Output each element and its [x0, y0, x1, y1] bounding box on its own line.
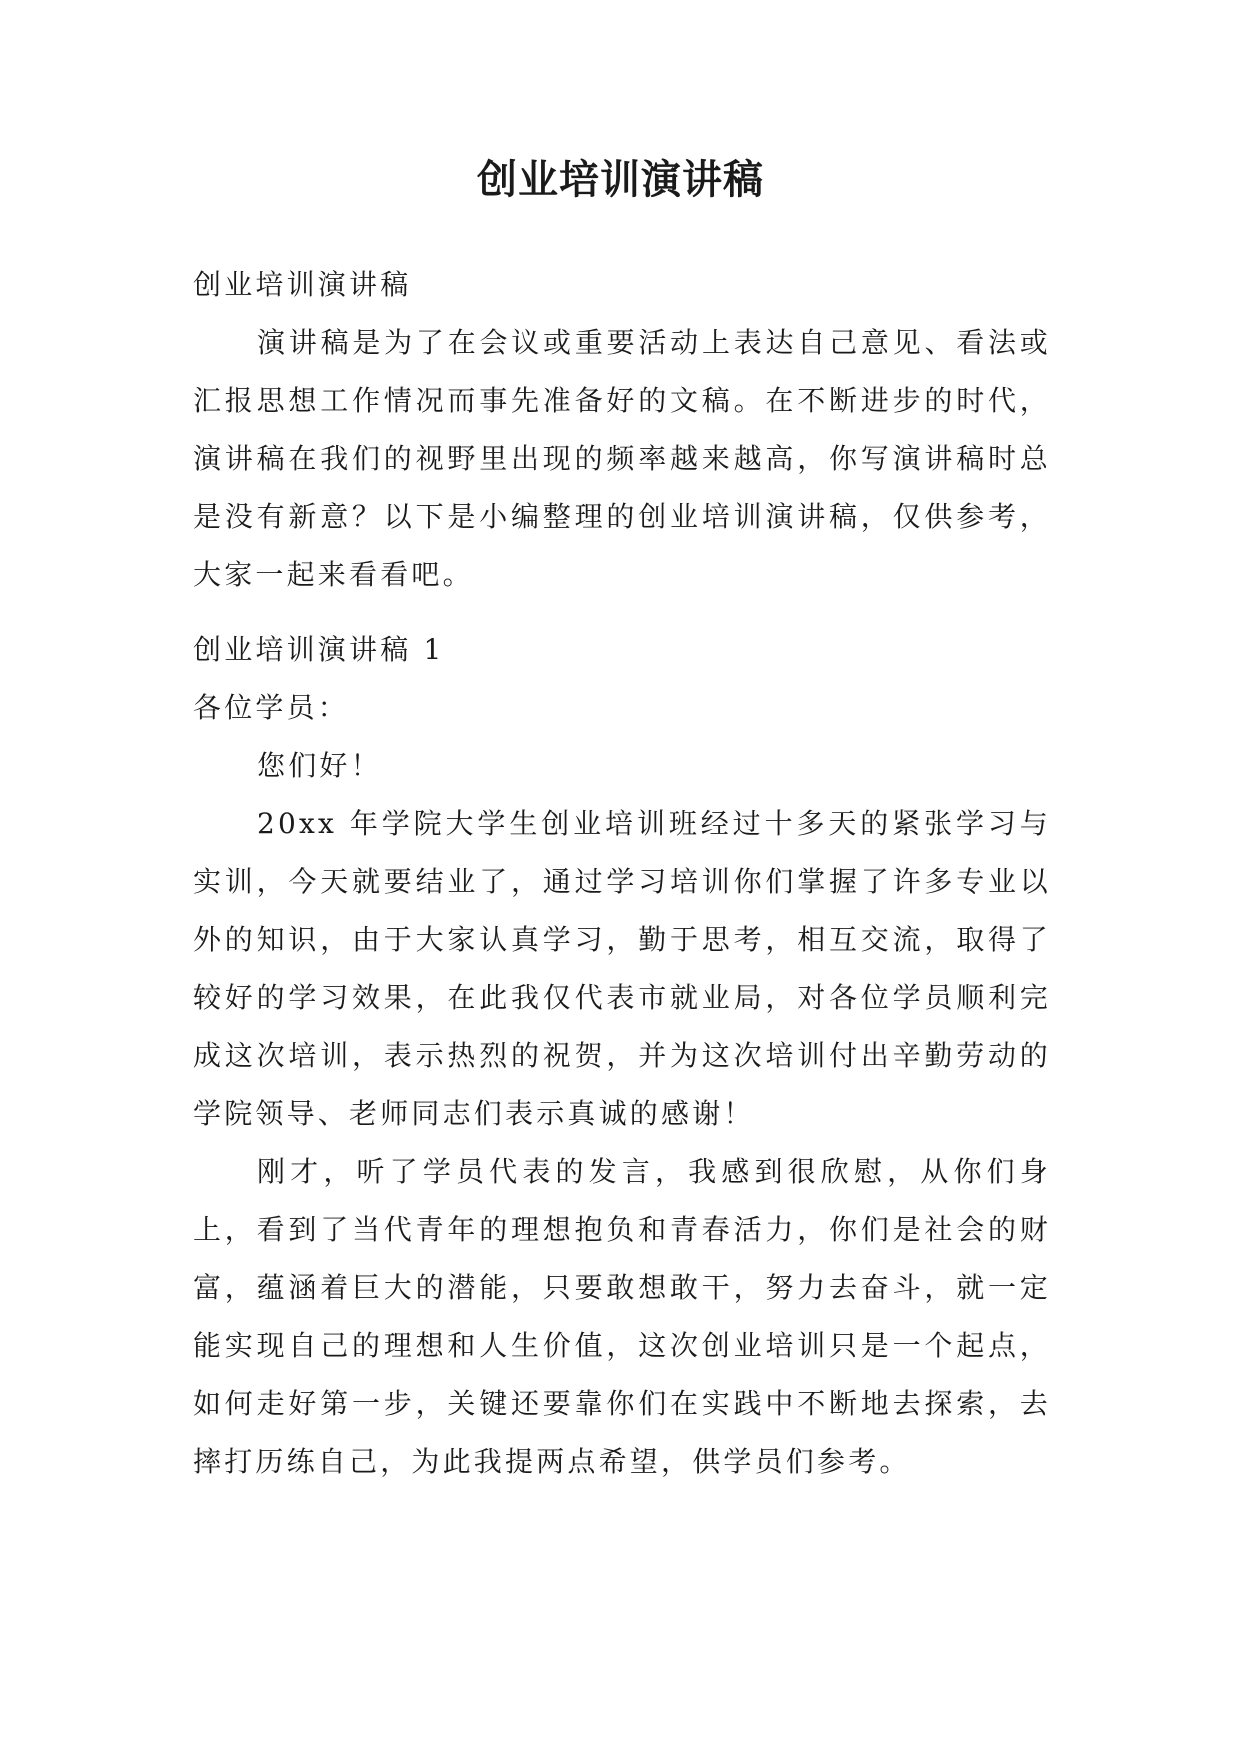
intro-paragraph: 演讲稿是为了在会议或重要活动上表达自己意见、看法或汇报思想工作情况而事先准备好的文稿。在不断进步的时代，演讲稿在我们的视野里出现的频率越来越高，你写演讲稿时总是没有新意？以下是小编整理的创业培训演讲稿，仅供参考，大家一起来看看吧。 [193, 326, 1051, 591]
section-1-paragraph-1: 20xx 年学院大学生创业培训班经过十多天的紧张学习与实训，今天就要结业了，通过学习培训你们掌握了许多专业以外的知识，由于大家认真学习，勤于思考，相互交流，取得了较好的学习效果，在此我仅代表市就业局，对各位学员顺利完成这次培训，表示热烈的祝贺，并为这次培训付出辛勤劳动的学院领导、老师同志们表示真诚的感谢！ [193, 807, 1051, 1130]
greeting: 您们好！ [257, 749, 382, 782]
section-1-paragraph-2: 刚才，听了学员代表的发言，我感到很欣慰，从你们身上，看到了当代青年的理想抱负和青春活力，你们是社会的财富，蕴涵着巨大的潜能，只要敢想敢干，努力去奋斗，就一定能实现自己的理想和人生价值，这次创业培训只是一个起点，如何走好第一步，关键还要靠你们在实践中不断地去探索，去摔打历练自己，为此我提两点希望，供学员们参考。 [193, 1155, 1051, 1478]
document-title: 创业培训演讲稿 [477, 157, 764, 203]
document-subtitle: 创业培训演讲稿 [193, 268, 412, 301]
section-1-heading: 创业培训演讲稿 1 [193, 633, 445, 666]
intro-block [193, 256, 1051, 604]
section-1 [193, 621, 1051, 1491]
salutation: 各位学员： [193, 691, 350, 724]
